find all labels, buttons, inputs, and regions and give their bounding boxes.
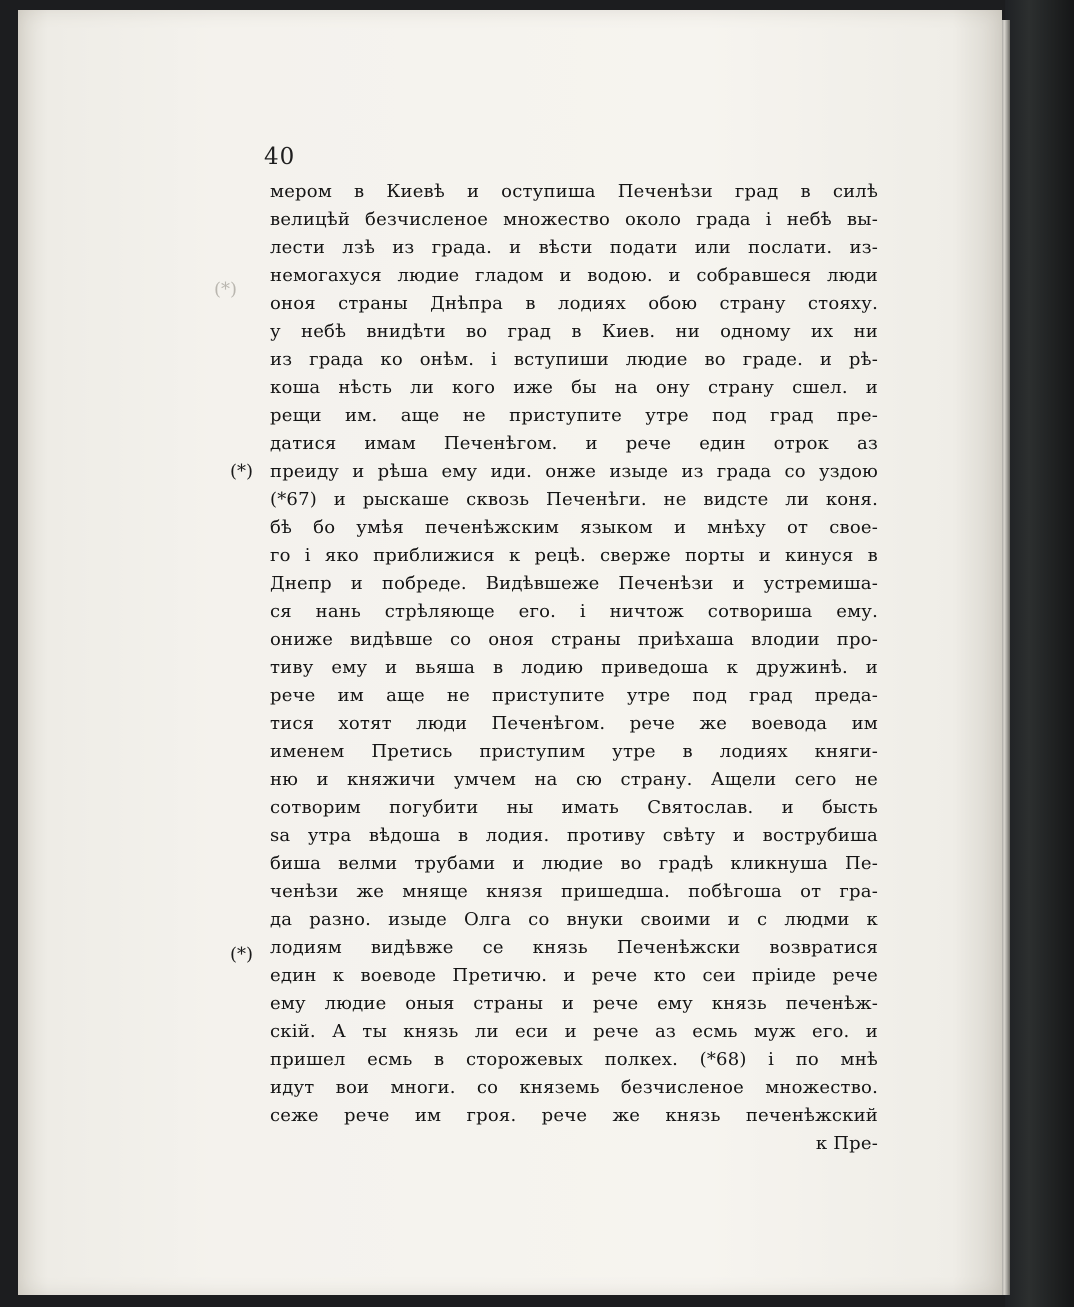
text-line: рече им аще не приступите утре под град преда- — [270, 685, 878, 706]
text-line: сеже рече им гроя. рече же князь печенѣжский — [270, 1105, 878, 1126]
text-line: ню и княжичи умчем на сю страну. Ащели сего не — [270, 769, 878, 790]
text-line: преиду и рѣша ему иди. онже изыде из града со уздою — [270, 461, 878, 482]
text-line: ченѣзи же мняще князя пришедша. побѣгоша от гра- — [270, 881, 878, 902]
text-line: един к воеводе Претичю. и рече кто сеи прiиде рече — [270, 965, 878, 986]
catchword: к Пре- — [815, 1133, 878, 1154]
text-line: идут вои многи. со княземь безчисленое множество. — [270, 1077, 878, 1098]
text-line: ониже видѣвше со оноя страны приѣхаша влодии про- — [270, 629, 878, 650]
text-line: тиву ему и вьяша в лодию приведоша к дружинѣ. и — [270, 657, 878, 678]
book-cover-edge — [1005, 0, 1074, 1307]
text-line: ѕа утра вѣдоша в лодия. противу свѣту и вострубиша — [270, 825, 878, 846]
text-line: коша нѣсть ли кого иже бы на ону страну сшел. и — [270, 377, 878, 398]
text-line: лести лзѣ из града. и вѣсти подати или послати. из- — [270, 237, 878, 258]
text-line: ся нань стрѣляюще его. і ничтож сотвориша ему. — [270, 601, 878, 622]
text-line: скiй. А ты князь ли еси и рече аз есмь муж его. и — [270, 1021, 878, 1042]
text-line: рещи им. аще не приступите утре под град пре- — [270, 405, 878, 426]
text-line: мером в Киевѣ и оступиша Печенѣзи град в силѣ — [270, 181, 878, 202]
text-line: велицѣй безчисленое множество около града і небѣ вы- — [270, 209, 878, 230]
text-line: пришел есмь в сторожевых полкех. (*68) і по мнѣ — [270, 1049, 878, 1070]
text-line: оноя страны Днѣпра в лодиях обою страну стояху. — [270, 293, 878, 314]
text-line: бѣ бо умѣя печенѣжским языком и мнѣху от свое- — [270, 517, 878, 538]
margin-note-67: (*) — [230, 461, 254, 482]
margin-note-faint: (*) — [214, 279, 238, 300]
margin-note-68: (*) — [230, 944, 254, 965]
text-line: сотворим погубити ны имать Святослав. и бысть — [270, 797, 878, 818]
text-line: да разно. изыде Олга со внуки своими и с людми к — [270, 909, 878, 930]
text-line: у небѣ внидѣти во град в Киев. ни одному их ни — [270, 321, 878, 342]
text-line: из града ко онѣм. і вступиши людие во граде. и рѣ- — [270, 349, 878, 370]
text-line: ему людие оныя страны и рече ему князь печенѣж- — [270, 993, 878, 1014]
text-line: лодиям видѣвже се князь Печенѣжски возвратися — [270, 937, 878, 958]
text-line: биша велми трубами и людие во градѣ кликнуша Пе- — [270, 853, 878, 874]
text-line: тися хотят люди Печенѣгом. рече же воевода им — [270, 713, 878, 734]
text-line: (*67) и рыскаше сквозь Печенѣги. не видсте ли коня. — [270, 489, 878, 510]
text-line: немогахуся людие гладом и водою. и собравшеся люди — [270, 265, 878, 286]
text-line: Днепр и побреде. Видѣвшеже Печенѣзи и устремиша- — [270, 573, 878, 594]
page-number: 40 — [264, 144, 296, 170]
page-text — [270, 178, 878, 1158]
text-line: датися имам Печенѣгом. и рече един отрок аз — [270, 433, 878, 454]
text-line: именем Претись приступим утре в лодиях княги- — [270, 741, 878, 762]
text-line: го і яко приближися к рецѣ. сверже порты и кинуся в — [270, 545, 878, 566]
